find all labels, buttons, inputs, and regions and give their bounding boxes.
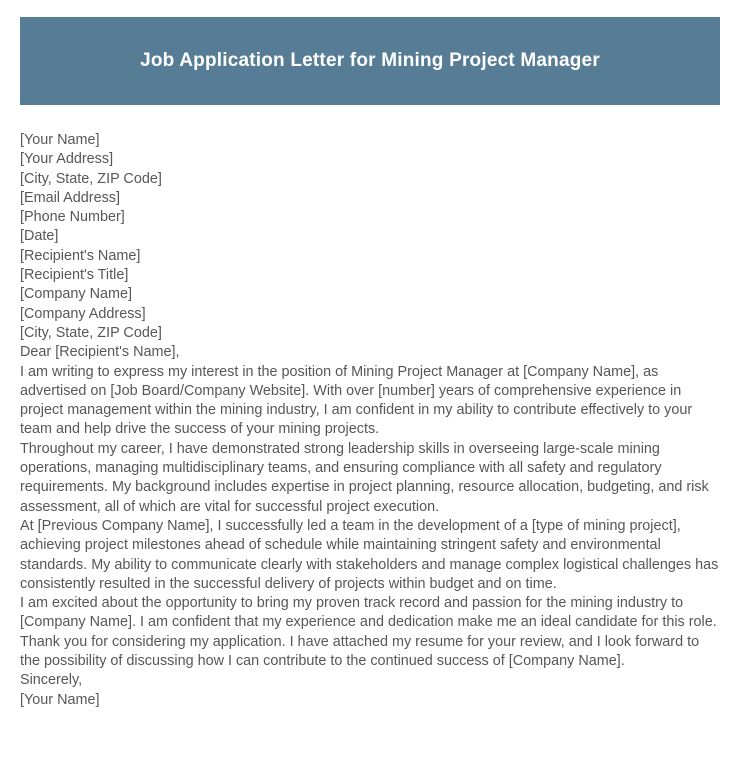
contact-line-email: [Email Address]: [20, 189, 120, 206]
contact-line-recipient-title: [Recipient's Title]: [20, 267, 129, 284]
contact-line-phone: [Phone Number]: [20, 209, 125, 226]
contact-line-company-address: [Company Address]: [20, 305, 146, 322]
salutation-line: Dear [Recipient's Name],: [20, 344, 180, 361]
signature-line: [Your Name]: [20, 691, 100, 708]
letter-paragraph-intro: I am writing to express my interest in the position of Mining Project Manager at [Company Name], as advertised on [Job Board/Company Website]. With over [number] years of comprehensive experience in project management within the mining industry, I am confident in my ability to contribute effectively to your team and help drive the success of your mining projects.: [20, 363, 693, 438]
contact-line-city-state-zip: [City, State, ZIP Code]: [20, 170, 162, 187]
page-title: Job Application Letter for Mining Project Manager: [140, 50, 600, 71]
contact-line-recipient-name: [Recipient's Name]: [20, 247, 141, 264]
letter-body: [20, 131, 722, 710]
contact-line-company-name: [Company Name]: [20, 286, 132, 303]
header-banner: [20, 17, 720, 105]
letter-paragraph-career: Throughout my career, I have demonstrated strong leadership skills in overseeing large-scale mining operations, managing multidisciplinary teams, and ensuring compliance with all safety and regulatory requirements. My background includes expertise in project planning, resource allocation, budgeting, and risk assessment, all of which are vital for successful project execution.: [20, 440, 709, 515]
letter-paragraph-thanks: Thank you for considering my application. I have attached my resume for your review, and I look forward to the possibility of discussing how I can contribute to the continued success of [Company Name].: [20, 633, 700, 670]
letter-paragraph-previous-company: At [Previous Company Name], I successfully led a team in the development of a [type of mining project], achieving project milestones ahead of schedule while maintaining stringent safety and environmental standards. My ability to communicate clearly with stakeholders and manage complex logistical challenges has consistently resulted in the successful delivery of projects within budget and on time.: [20, 517, 719, 592]
closing-line: Sincerely,: [20, 672, 83, 689]
contact-line-date: [Date]: [20, 228, 59, 245]
contact-line-company-city-state-zip: [City, State, ZIP Code]: [20, 324, 162, 341]
letter-paragraph-excitement: I am excited about the opportunity to bring my proven track record and passion for the mining industry to [Company Name]. I am confident that my experience and dedication make me an ideal candidate for this role.: [20, 595, 717, 631]
contact-line-your-address: [Your Address]: [20, 151, 114, 168]
contact-line-your-name: [Your Name]: [20, 132, 100, 148]
